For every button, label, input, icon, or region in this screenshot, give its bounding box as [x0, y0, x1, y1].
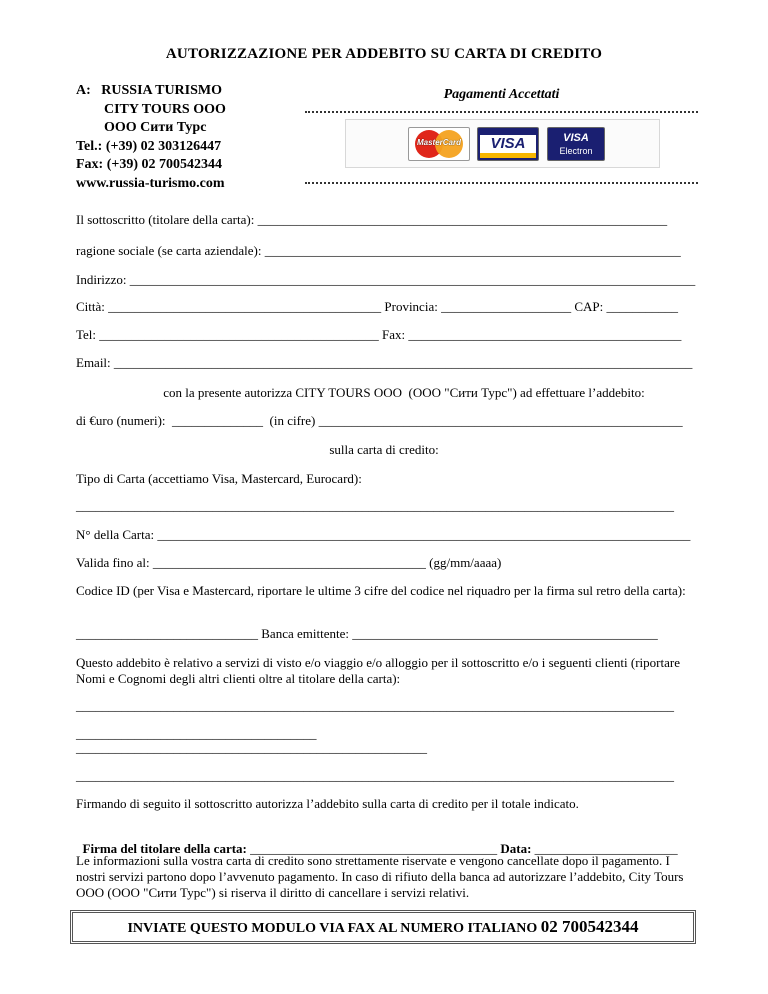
date-label: Data: — [500, 841, 532, 856]
card-type-label: Tipo di Carta (accettiamo Visa, Mastercard, Eurocard): — [76, 471, 362, 486]
email-field[interactable]: Email: _________________________________________________________________________________________ — [76, 355, 693, 370]
on-credit-card-label: sulla carta di credito: — [329, 442, 439, 457]
company-tel: Tel.: (+39) 02 303126447 — [76, 138, 222, 154]
company-name: RUSSIA TURISMO — [101, 83, 223, 98]
company-website: www.russia-turismo.com — [76, 175, 225, 191]
fax-instruction-text: INVIATE QUESTO MODULO VIA FAX AL NUMERO ITALIANO — [127, 921, 541, 936]
fax-instruction-banner — [70, 910, 696, 944]
authorization-statement: con la presente autorizza CITY TOURS OOO (ООО "Сити Турс") ad effettuare l’addebito: — [163, 385, 645, 400]
valid-until-field[interactable]: Valida fino al: __________________________________________ (gg/mm/aaaa) — [76, 555, 502, 570]
recipient-address-block — [76, 82, 226, 193]
clients-line-4[interactable]: ____________________________________________________________________________________________ — [76, 768, 674, 783]
visa-logo-icon: VISA — [477, 127, 539, 161]
to-label: A: — [76, 83, 91, 98]
signature-field[interactable]: ______________________________________ — [246, 841, 501, 856]
dotted-divider-top — [305, 111, 698, 113]
date-field[interactable]: ______________________ — [531, 841, 678, 856]
card-holder-field[interactable]: Il sottoscritto (titolare della carta): _______________________________________________________________ — [76, 212, 668, 227]
code-id-instructions: Codice ID (per Visa e Mastercard, riportare le ultime 3 cifre del codice nel riquadro per la firma sul retro della carta): — [76, 583, 686, 598]
accepted-cards-panel — [345, 119, 660, 168]
dotted-divider-bottom — [305, 182, 698, 184]
tel-fax-field[interactable]: Tel: ___________________________________________ Fax: __________________________________________ — [76, 327, 682, 342]
privacy-notice: Le informazioni sulla vostra carta di credito sono strettamente riservate e vengono cancellate dopo il pagamento. I nostri servizi partono dopo l’avvenuto pagamento. In caso di rifiuto della banca ad autorizzare l’addebito, City Tours OOO (ООО "Сити Турс") si riserva il diritto di cancellare i servizi relativi. — [76, 853, 684, 900]
company-name-field[interactable]: ragione sociale (se carta aziendale): ________________________________________________________________ — [76, 243, 681, 258]
signing-note: Firmando di seguito il sottoscritto autorizza l’addebito sulla carta di credito per il totale indicato. — [76, 796, 579, 811]
accepted-payments-heading: Pagamenti Accettati — [443, 87, 560, 102]
clients-line-3[interactable]: ______________________________________________________ — [76, 740, 427, 755]
document-title: AUTORIZZAZIONE PER ADDEBITO SU CARTA DI CREDITO — [165, 46, 603, 62]
company-line2: CITY TOURS OOO — [104, 101, 226, 117]
amount-field[interactable]: di €uro (numeri): ______________ (in cifre) ________________________________________________________ — [76, 413, 683, 428]
city-province-zip-field[interactable]: Città: __________________________________________ Provincia: ____________________ CAP: ___________ — [76, 299, 678, 314]
card-number-field[interactable]: N° della Carta: __________________________________________________________________________________ — [76, 527, 691, 542]
mastercard-logo-icon: MasterCard — [408, 127, 470, 161]
charge-related-note: Questo addebito è relativo a servizi di visto e/o viaggio e/o alloggio per il sottoscritto e/o i seguenti clienti (riportare Nomi e Cognomi degli altri clienti oltre al titolare della carta): — [76, 655, 680, 686]
company-fax: Fax: (+39) 02 700542344 — [76, 157, 223, 172]
fax-number: 02 700542344 — [540, 917, 639, 936]
address-field[interactable]: Indirizzo: _______________________________________________________________________________________ — [76, 272, 696, 287]
company-line3: ООО Сити Турс — [104, 120, 207, 135]
clients-line-1[interactable]: ____________________________________________________________________________________________ — [76, 698, 674, 713]
visa-electron-logo-icon: VISA Electron — [547, 127, 605, 161]
code-and-bank-field[interactable]: ____________________________ Banca emittente: _______________________________________________ — [76, 626, 658, 641]
signature-label: Firma del titolare della carta: — [82, 841, 247, 856]
clients-line-2[interactable]: _____________________________________ — [76, 726, 317, 741]
card-type-field[interactable]: ____________________________________________________________________________________________ — [76, 498, 674, 513]
